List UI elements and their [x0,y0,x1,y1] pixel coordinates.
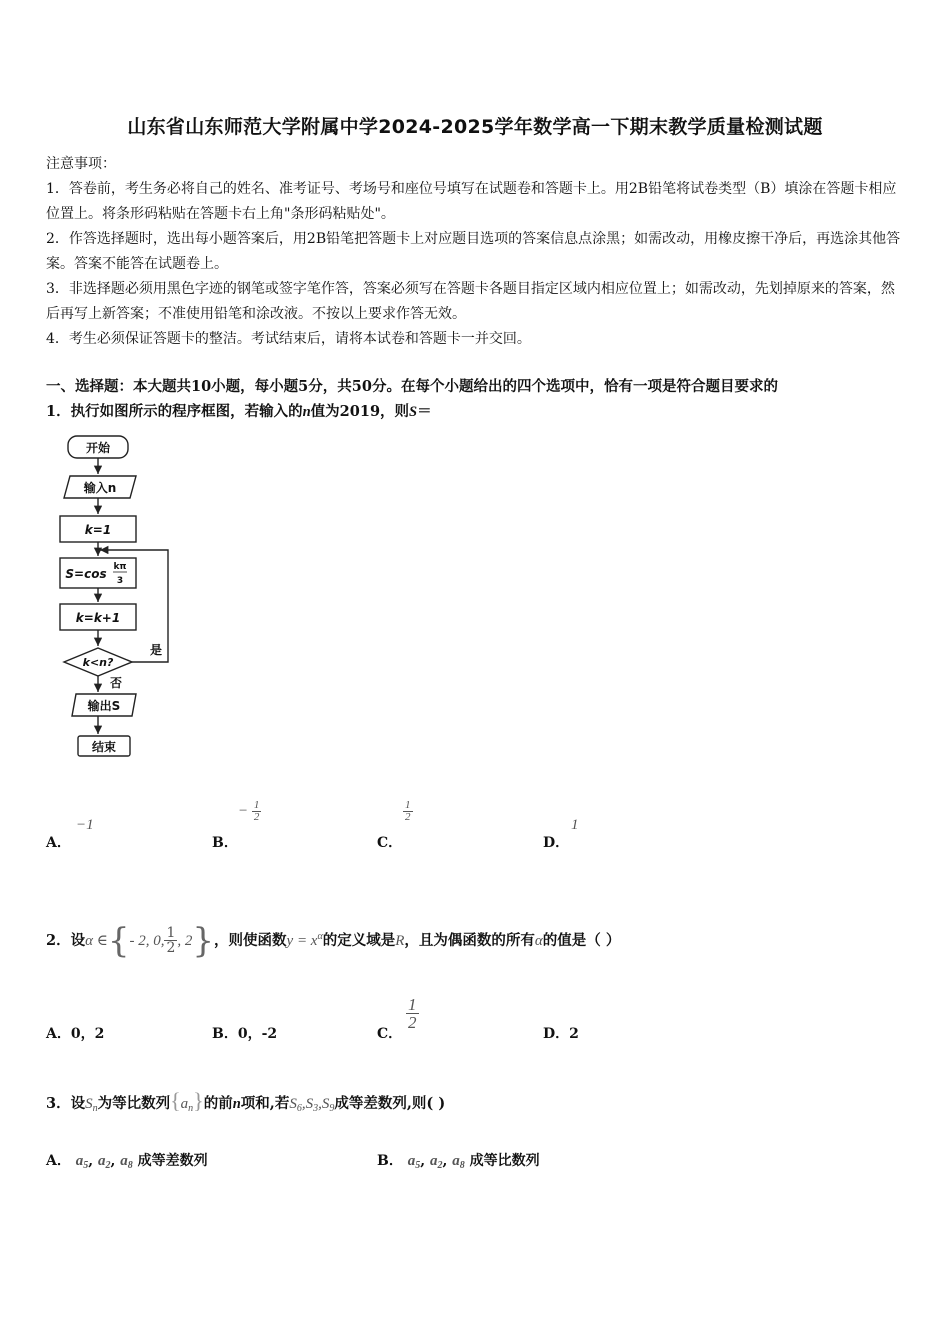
q1-option-b-label[interactable]: B． [212,835,238,851]
q2-text-c: ，且为偶函数的所有 [404,931,535,949]
q1-text-end: ＝ [417,403,432,420]
flow-incr: k=k+1 [75,611,121,625]
flow-cond: k<n? [82,656,114,669]
q2-set-den: 2 [166,940,176,957]
q2-option-d-value: 2 [569,1026,579,1042]
flow-start: 开始 [85,441,111,455]
flow-assign-den: 3 [116,576,124,586]
q2-option-c-den: 2 [408,1013,417,1032]
note-item-1: 1．答卷前，考生务必将自己的姓名、准考证号、考场号和座位号填写在试题卷和答题卡上。用2B铅笔将试卷类型（B）填涂在答题卡相应位置上。将条形码粘贴在答题卡右上角"条形码粘贴处"。 [46,181,897,222]
q2-set-pre: - 2, 0, [129,932,165,949]
q2-option-b[interactable] [212,1023,277,1043]
notes-block [46,152,906,352]
q3-option-a[interactable]: A． $a_5$, $a_2$, $a_8$ 成等差数列 [46,1153,208,1171]
q1-option-b-value [238,800,261,823]
q2-alpha-in: α ∈ [85,932,108,949]
q3-S9-sub: 9 [329,1103,335,1114]
q3-an-sub: n [188,1103,194,1114]
q1-option-a-value: −1 [76,817,94,833]
q1-option-c-label[interactable]: C． [377,835,403,851]
q3-Sn: S [85,1096,93,1112]
q2-option-b-value: 0，-2 [237,1026,278,1042]
q2-func: y = x [286,932,318,949]
question-2-stem: 2．设α ∈{- 2, 0, $\frac{1}{2}$ , 2}，则使函数$y = x^\alpha$的定义域是R，且为偶函数的所有α的值是（ ） [46,920,621,961]
q3-option-b-label: B． [377,1153,403,1169]
q3-a-term2: a [98,1153,106,1169]
q2-option-a-label: A． [46,1026,71,1042]
question-3-stem: 3．设$S_n$为等比数列$\{a_n\}$的前n项和,若$S_6,S_3,S_9$成等差数列,则( ) [46,1088,446,1114]
q1-var-n: n [302,404,311,420]
q2-option-c-label[interactable]: C． [377,1026,403,1042]
note-item-3: 3．非选择题必须用黑色字迹的钢笔或签字笔作答，答案必须写在答题卡各题目指定区域内相应位置上；如需改动，先划掉原来的答案，然后再写上新答案；不准使用铅笔和涂改液。不按以上要求作答无效。 [46,281,895,322]
q3-option-b-text: 成等比数列 [469,1153,540,1169]
q3-b-term3-sub: 8 [459,1160,465,1171]
q3-text-a: 为等比数列 [97,1095,171,1112]
q3-b-term1: a [407,1153,416,1169]
q3-b-term2-sub: 2 [437,1160,443,1171]
q3-text-d: 成等差数列,则( ) [334,1095,446,1112]
q1-option-d-label[interactable]: D． [543,835,570,851]
q1-option-c-value [403,800,413,823]
q3-option-a-label: A． [46,1153,71,1169]
section-heading: 一、选择题：本大题共10小题，每小题5分，共50分。在每个小题给出的四个选项中，恰有一项是符合题目要求的 [46,378,778,395]
q3-a-term3: a [120,1153,128,1169]
q3-b-term2: a [429,1153,438,1169]
flow-end: 结束 [91,740,117,754]
q3-option-a-text: 成等差数列 [137,1153,208,1169]
q3-an: a [180,1096,189,1112]
q1-option-a-label[interactable]: A． [46,835,71,851]
q3-S9: S [321,1096,330,1112]
note-item-4: 4．考生必须保证答题卡的整洁。考试结束后，请将本试卷和答题卡一并交回。 [46,331,531,347]
q2-text-a: ，则使函数 [214,931,287,949]
q2-set-post: , 2 [177,932,193,949]
q1-option-c-den: 2 [405,811,411,823]
q2-option-b-label: B． [212,1026,238,1042]
q2-func-exp: α [317,931,323,942]
q2-num: 2．设 [46,931,86,949]
q3-a-term1-sub: 5 [83,1160,89,1171]
q3-S6-sub: 6 [296,1103,302,1114]
note-item-2: 2．作答选择题时，选出每小题答案后，用2B铅笔把答题卡上对应题目选项的答案信息点涂黑；如需改动，用橡皮擦干净后，再选涂其他答案。答案不能答在试题卷上。 [46,231,901,272]
q1-text-pre: 1．执行如图所示的程序框图，若输入的 [46,403,303,420]
q2-text-d: 的值是（ ） [542,931,621,949]
q2-option-c-value [406,996,419,1031]
q1-option-c-num: 1 [405,799,411,811]
page-title: 山东省山东师范大学附属中学2024-2025学年数学高一下期末教学质量检测试题 [127,116,823,138]
q3-text-c: 项和,若 [240,1095,290,1112]
q3-a-term3-sub: 8 [127,1160,133,1171]
q2-option-a[interactable] [46,1023,104,1043]
q3-b-term3: a [452,1153,460,1169]
q1-option-d-value: 1 [571,817,579,833]
q1-var-s: S [409,404,418,420]
q3-b-term1-sub: 5 [415,1160,421,1171]
q2-option-d-label: D． [543,1026,570,1042]
q2-option-d[interactable] [543,1023,579,1043]
q1-option-b-num: 1 [253,799,260,811]
q1-option-b-sign: − [238,802,249,819]
notes-heading: 注意事项： [46,156,116,172]
flow-input: 输入n [83,481,117,495]
q3-Sn-sub: n [92,1103,98,1114]
q3-n: n [232,1096,241,1112]
q2-text-b: 的定义域是 [322,931,396,949]
q2-option-a-value: 0，2 [70,1026,105,1042]
q2-alpha: α [534,932,543,949]
flow-output: 输出S [87,699,121,713]
q1-text-mid: 值为2019，则 [310,403,410,420]
flow-assign-num: kπ [113,562,127,572]
flow-no: 否 [109,676,123,690]
program-flowchart [40,430,200,770]
q2-R: R [395,932,405,949]
flow-init: k=1 [84,523,112,537]
q3-option-b[interactable]: B． $a_5$, $a_2$, $a_8$ 成等比数列 [377,1153,540,1171]
q2-set-num: 1 [166,925,176,942]
q3-S6: S [289,1096,297,1112]
q3-S3: S [305,1096,314,1112]
q1-option-b-den: 2 [253,811,260,823]
q3-a-term2-sub: 2 [105,1160,111,1171]
flow-assign-pre: S=cos [65,567,107,581]
q3-a-term1: a [75,1153,84,1169]
q3-S3-sub: 3 [313,1103,319,1114]
question-1-stem [46,400,432,421]
q3-num: 3．设 [46,1095,86,1112]
flow-yes: 是 [149,643,163,657]
q3-text-b: 的前 [203,1095,233,1112]
q2-option-c-num: 1 [408,995,417,1014]
